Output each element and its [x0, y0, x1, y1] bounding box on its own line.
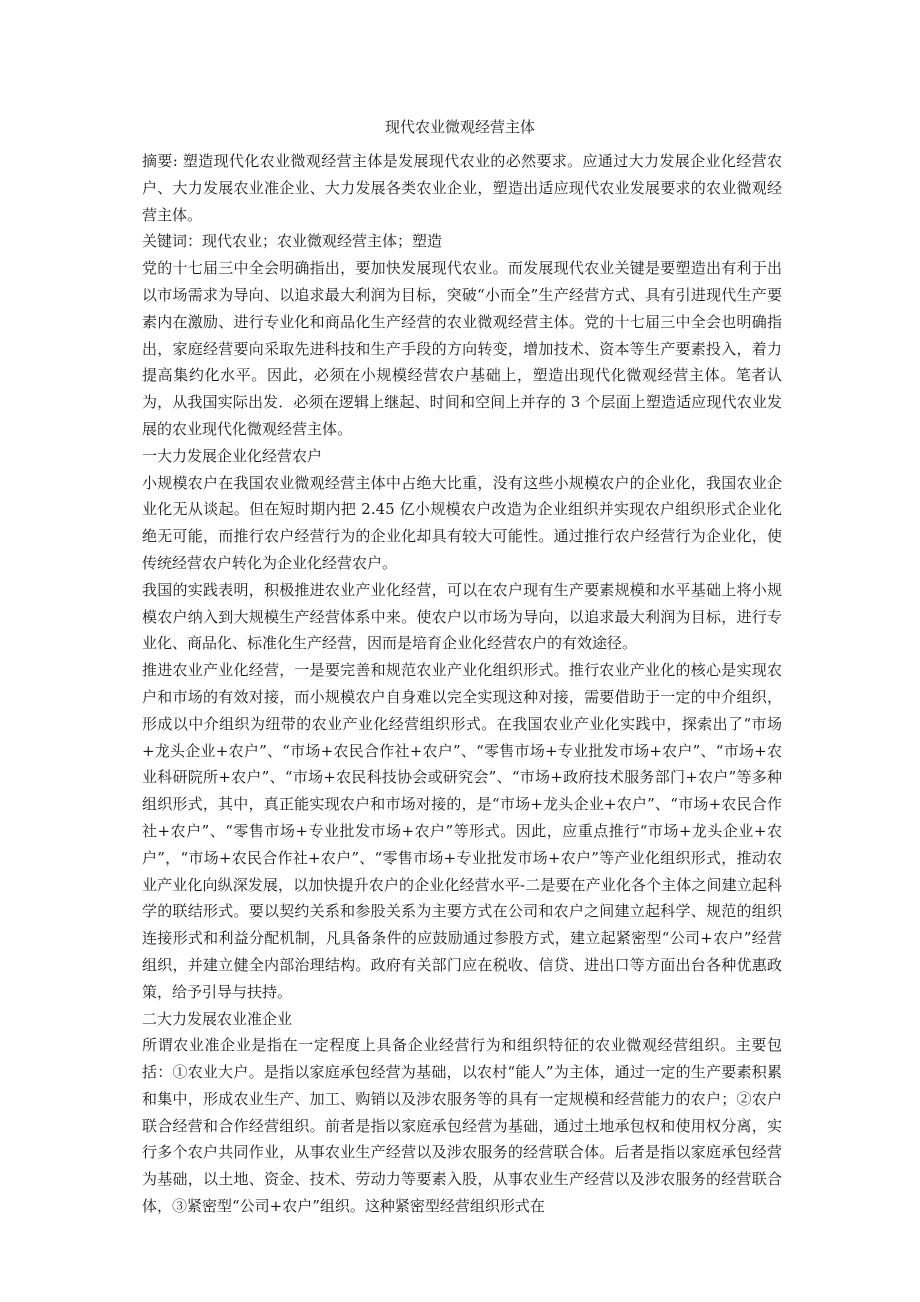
section1-paragraph-3: 推进农业产业化经营，一是要完善和规范农业产业化组织形式。推行农业产业化的核心是实现农户和市场的有效对接，而小规模农户自身难以完全实现这种对接，需要借助于一定的中介组织，形成以中介组织为纽带的农业产业化经营组织形式。在我国农业产业化实践中，探索出了“市场+龙头企业+农户”、“市场+农民合作社+农户”、“零售市场+专业批发市场+农户”、“市场+农业科研院所+农户”、“市场+农民科技协会或研究会”、“市场+政府技术服务部门+农户”等多种组织形式，其中，真正能实现农户和市场对接的，是“市场+龙头企业+农户”、“市场+农民合作社+农户”、“零售市场+专业批发市场+农户”等形式。因此，应重点推行“市场+龙头企业+农户”，“市场+农民合作社+农户”、“零售市场+专业批发市场+农户”等产业化组织形式，推动农业产业化向纵深发展，以加快提升农户的企业化经营水平-二是要在产业化各个主体之间建立起科学的联结形式。要以契约关系和参股关系为主要方式在公司和农户之间建立起科学、规范的组织连接形式和利益分配机制，凡具备条件的应鼓励通过参股方式，建立起紧密型“公司+农户”经营组织，并建立健全内部治理结构。政府有关部门应在税收、信贷、进出口等方面出台各种优惠政策，给予引导与扶持。: [142, 661, 782, 1001]
abstract-paragraph: 摘要: 塑造现代化农业微观经营主体是发展现代农业的必然要求。应通过大力发展企业化经营农户、大力发展农业准企业、大力发展各类农业企业，塑造出适应现代农业发展要求的农业微观经营主体。: [142, 152, 782, 224]
intro-paragraph: 党的十七届三中全会明确指出，要加快发展现代农业。而发展现代农业关键是要塑造出有利于出以市场需求为导向、以追求最大利润为目标，突破“小而全”生产经营方式、具有引进现代生产要素内在激励、进行专业化和商品化生产经营的农业微观经营主体。党的十七届三中全会也明确指出，家庭经营要向采取先进科技和生产手段的方向转变，增加技术、资本等生产要素投入，着力提高集约化水平。因此，必须在小规模经营农户基础上，塑造出现代化微观经营主体。笔者认为，从我国实际出发．必须在逻辑上继起、时间和空间上并存的 3 个层面上塑造适应现代农业发展的农业现代化微观经营主体。: [142, 259, 782, 438]
section2-paragraph-1: 所谓农业准企业是指在一定程度上具备企业经营行为和组织特征的农业微观经营组织。主要包括：①农业大户。是指以家庭承包经营为基础，以农村“能人”为主体，通过一定的生产要素积累和集中，形成农业生产、加工、购销以及涉农服务等的具有一定规模和经营能力的农户；②农户联合经营和合作经营组织。前者是指以家庭承包经营为基础，通过土地承包权和使用权分离，实行多个农户共同作业，从事农业生产经营以及涉农服务的经营联合体。后者是指以家庭承包经营为基础，以土地、资金、技术、劳动力等要素入股，从事农业生产经营以及涉农服务的经营联合体，③紧密型“公司+农户”组织。这种紧密型经营组织形式在: [142, 1036, 782, 1216]
section1-paragraph-1: 小规模农户在我国农业微观经营主体中占绝大比重，没有这些小规模农户的企业化，我国农业企业化无从谈起。但在短时期内把 2.45 亿小规模农户改造为企业组织并实现农户组织形式企业化绝无可能，而推行农户经营行为的企业化却具有较大可能性。通过推行农户经营行为企业化，使传统经营农户转化为企业化经营农户。: [142, 473, 782, 572]
document-body: [142, 148, 782, 1220]
section1-paragraph-2: 我国的实践表明，积极推进农业产业化经营，可以在农户现有生产要素规模和水平基础上将小规模农户纳入到大规模生产经营体系中来。使农户以市场为导向，以追求最大利润为目标，进行专业化、商品化、标准化生产经营，因而是培育企业化经营农户的有效途径。: [142, 580, 782, 653]
section-heading-1: 一大力发展企业化经营农户: [142, 446, 323, 465]
section-heading-2: 二大力发展农业准企业: [142, 1009, 293, 1028]
keywords-line: 关键词：现代农业；农业微观经营主体；塑造: [142, 232, 443, 251]
document-title: 现代农业微观经营主体: [384, 118, 535, 136]
